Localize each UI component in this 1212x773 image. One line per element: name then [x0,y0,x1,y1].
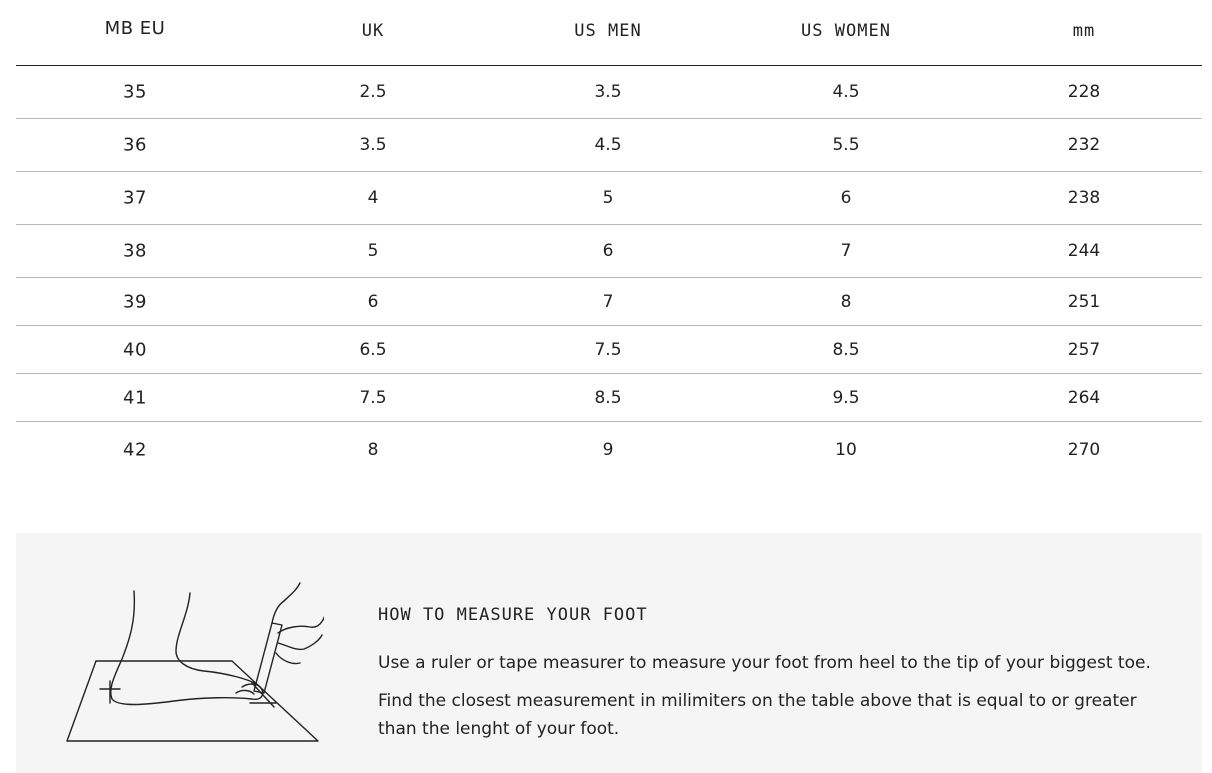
cell-mm: 244 [1067,241,1101,261]
table-row [16,225,1202,278]
cell-us-women: 8 [840,291,852,312]
cell-uk: 8 [367,439,379,460]
table-row [16,172,1202,225]
cell-us-men: 4.5 [594,135,622,155]
cell-uk: 3.5 [359,135,387,155]
header-mm: mm [1072,21,1096,41]
cell-mm: 257 [1067,339,1101,360]
header-us-women: US WOMEN [801,21,891,41]
cell-mb-eu: 40 [123,339,147,360]
cell-mm: 238 [1067,188,1101,208]
table-row [16,119,1202,172]
cell-us-women: 8.5 [832,339,860,360]
cell-us-men: 9 [602,439,614,460]
cell-us-men: 3.5 [594,82,622,102]
table-row [16,326,1202,374]
cell-uk: 4 [367,188,379,208]
cell-uk: 5 [367,241,379,261]
header-uk: UK [361,21,385,41]
cell-mm: 251 [1067,291,1101,312]
cell-us-women: 5.5 [832,135,860,155]
cell-mb-eu: 37 [123,187,147,209]
cell-uk: 6 [367,291,379,312]
header-mb-eu: MB EU [104,18,166,39]
cell-mb-eu: 39 [123,291,147,312]
header-us-men: US MEN [574,21,642,41]
measure-step-2: Find the closest measurement in milimiters on the table above that is equal to or greater than the lenght of your foot. [378,691,1137,739]
measure-instructions-panel [16,533,1202,773]
cell-us-women: 7 [840,241,852,261]
cell-mb-eu: 36 [123,134,147,156]
table-row [16,66,1202,119]
cell-us-women: 6 [840,188,852,208]
cell-uk: 6.5 [359,339,387,360]
cell-us-men: 7 [602,291,614,312]
size-chart-table [16,0,1202,477]
table-header-row [16,0,1202,66]
cell-us-men: 7.5 [594,339,622,360]
cell-us-women: 10 [835,439,857,460]
cell-uk: 2.5 [359,82,387,102]
cell-us-men: 8.5 [594,387,622,408]
cell-us-women: 9.5 [832,387,860,408]
cell-us-men: 5 [602,188,614,208]
cell-mm: 270 [1067,439,1101,460]
cell-us-men: 6 [602,241,614,261]
table-row [16,278,1202,326]
cell-mm: 264 [1067,387,1101,408]
table-row [16,374,1202,422]
foot-measuring-illustration-icon [64,579,324,749]
cell-mb-eu: 41 [123,387,147,408]
cell-us-women: 4.5 [832,82,860,102]
measure-step-1: Use a ruler or tape measurer to measure your foot from heel to the tip of your biggest toe. [378,653,1151,673]
measure-title: HOW TO MEASURE YOUR FOOT [378,605,648,625]
table-row [16,422,1202,477]
cell-mb-eu: 38 [123,240,147,262]
cell-uk: 7.5 [359,387,387,408]
cell-mb-eu: 42 [123,439,147,460]
cell-mm: 232 [1067,135,1101,155]
cell-mm: 228 [1067,82,1101,102]
cell-mb-eu: 35 [123,81,147,103]
